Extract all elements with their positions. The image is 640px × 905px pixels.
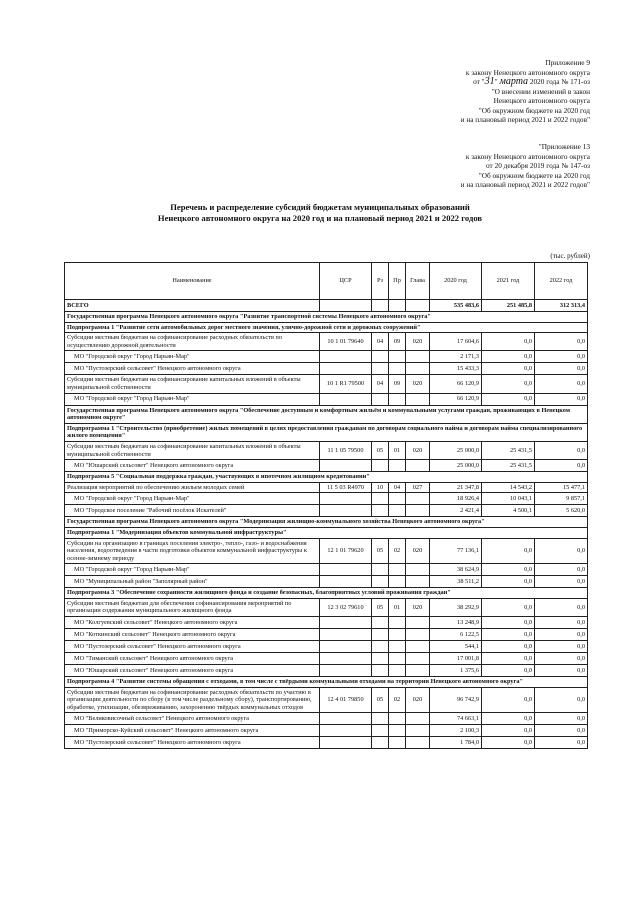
value-2020-cell: 2 171,3 [430,351,482,363]
pr-cell [389,653,406,665]
table-section-row [65,517,588,528]
glava-cell: 020 [406,441,430,459]
annex-9-line: и на плановый период 2021 и 2022 годов" [460,115,590,124]
annex-9-line: Ненецкого автономного округа [493,96,590,105]
value-2021-cell: 0,0 [482,737,535,749]
value-2022-cell: 0,0 [535,598,588,616]
value-2020-cell: 38 511,2 [430,576,482,588]
pr-cell: 01 [389,598,406,616]
section-title-cell: Подпрограмма 4 "Развитие системы обращения с отходами, в том числе с твёрдыми коммунальными отходами на территории Ненецкого автономного округа" [65,677,588,688]
glava-cell: 027 [406,482,430,493]
rz-cell [372,393,389,405]
value-2020-cell: 535 483,6 [430,300,482,312]
table-recipient-row [65,460,588,472]
name-cell: Реализация мероприятий по обеспечению жильем молодых семей [65,482,320,493]
value-2020-cell: 2 421,4 [430,505,482,517]
value-2022-cell: 0,0 [535,441,588,459]
csr-cell [320,564,372,576]
value-2022-cell: 0,0 [535,460,588,472]
name-cell: МО "Колгуевский сельсовет" Ненецкого автономного округа [65,617,320,629]
name-cell: Субсидии местным бюджетам для обеспечения софинансирования мероприятий по организации содержания муниципального жилищного фонда [65,598,320,616]
value-2020-cell: 66 120,9 [430,375,482,393]
glava-cell [406,617,430,629]
value-2022-cell: 0,0 [535,333,588,351]
value-2021-cell: 0,0 [482,598,535,616]
csr-cell [320,300,372,312]
rz-cell [372,617,389,629]
document-title [0,202,640,224]
name-cell: МО "Коткинский сельсовет" Ненецкого автономного округа [65,629,320,641]
table-recipient-row [65,629,588,641]
rz-cell [372,665,389,677]
value-2021-cell: 0,0 [482,713,535,725]
section-title-cell: Подпрограмма 1 "Развитие сети автомобильных дорог местного значения, улично-дорожной сети и дорожных сооружений" [65,322,588,333]
pr-cell [389,713,406,725]
name-cell: МО "Великовисочный сельсовет" Ненецкого автономного округа [65,713,320,725]
value-2022-cell: 0,0 [535,713,588,725]
glava-cell [406,493,430,505]
value-2021-cell: 0,0 [482,687,535,713]
name-cell: МО "Городское поселение "Рабочий посёлок Искателей" [65,505,320,517]
table-recipient-row [65,505,588,517]
section-title-cell: Подпрограмма 3 "Обеспечение сохранности жилищного фонда и создание безопасных, благоприятных условий проживания граждан" [65,588,588,599]
value-2022-cell: 312 313,4 [535,300,588,312]
section-title-cell: Государственная программа Ненецкого автономного округа "Развитие транспортной системы Ненецкого автономного округа" [65,312,588,323]
csr-cell: 12 1 01 79620 [320,538,372,564]
value-2021-cell: 0,0 [482,617,535,629]
rz-cell [372,629,389,641]
csr-cell [320,351,372,363]
rz-cell [372,363,389,375]
name-cell: Субсидии на организацию в границах поселения электро-, тепло-, газо- и водоснабжения населения, водоотведения в части подготовки объектов коммунальной инфраструктуры к осенне-зимнему периоду [65,538,320,564]
annex-9-header [461,58,590,125]
table-section-row [65,423,588,441]
column-header-rz: Рз [372,263,389,300]
table-row [65,482,588,493]
csr-cell [320,641,372,653]
value-2020-cell: 1 784,0 [430,737,482,749]
glava-cell [406,725,430,737]
column-header-glava: Глава [406,263,430,300]
pr-cell [389,641,406,653]
annex-9-line: к закону Ненецкого автономного округа [465,67,590,77]
csr-cell [320,725,372,737]
rz-cell: 05 [372,687,389,713]
pr-cell [389,665,406,677]
rz-cell [372,493,389,505]
csr-cell [320,629,372,641]
name-cell: МО "Муниципальный район "Заполярный район" [65,576,320,588]
pr-cell [389,300,406,312]
value-2022-cell: 0,0 [535,617,588,629]
rz-cell: 10 [372,482,389,493]
rz-cell [372,725,389,737]
csr-cell [320,393,372,405]
glava-cell [406,460,430,472]
csr-cell: 11 1 05 79500 [320,441,372,459]
column-header-2022: 2022 год [535,263,588,300]
csr-cell [320,363,372,375]
annex-9-date-suffix: 2020 года № 171-оз [528,77,590,86]
handwritten-day: 31 [484,76,495,87]
rz-cell [372,300,389,312]
name-cell: Субсидии местным бюджетам на софинансирование расходных обязательств по участию в организации деятельности по сбору (в том числе раздельному сбору), транспортированию, обработке, утилизации, обезвреживанию, захоронению твёрдых коммунальных отходов [65,687,320,713]
table-recipient-row [65,493,588,505]
value-2021-cell: 25 431,5 [482,441,535,459]
value-2022-cell: 0,0 [535,641,588,653]
name-cell: ВСЕГО [65,300,320,312]
name-cell: Субсидии местным бюджетам на софинансирование расходных обязательств по осуществлению дорожной деятельности [65,333,320,351]
pr-cell: 04 [389,482,406,493]
glava-cell [406,363,430,375]
table-recipient-row [65,665,588,677]
pr-cell [389,393,406,405]
csr-cell [320,617,372,629]
pr-cell [389,564,406,576]
pr-cell: 02 [389,687,406,713]
rz-cell [372,737,389,749]
glava-cell: 020 [406,538,430,564]
rz-cell [372,713,389,725]
annex-13-line: "Об окружном бюджете на 2020 год [478,170,590,180]
glava-cell [406,629,430,641]
annex-9-line: Приложение 9 [545,58,590,67]
title-line: Ненецкого автономного округа на 2020 год и на плановый период 2021 и 2022 годов [157,213,483,223]
annex-13-header [461,142,590,190]
annex-9-date-prefix: от " [473,77,485,86]
table-recipient-row [65,737,588,749]
pr-cell [389,505,406,517]
table-recipient-row [65,363,588,375]
column-header-2021: 2021 год [482,263,535,300]
value-2022-cell: 15 477,1 [535,482,588,493]
value-2022-cell: 0,0 [535,564,588,576]
value-2021-cell: 0,0 [482,333,535,351]
pr-cell [389,617,406,629]
name-cell: МО "Пустозерский сельсовет" Ненецкого автономного округа [65,641,320,653]
table-row [65,538,588,564]
value-2020-cell: 96 742,9 [430,687,482,713]
value-2021-cell: 0,0 [482,363,535,375]
value-2022-cell: 0,0 [535,665,588,677]
value-2020-cell: 25 000,0 [430,460,482,472]
value-2020-cell: 17 001,8 [430,653,482,665]
table-section-row [65,312,588,323]
value-2020-cell: 21 347,8 [430,482,482,493]
name-cell: МО "Пустозерский сельсовет" Ненецкого автономного округа [65,737,320,749]
value-2020-cell: 13 248,9 [430,617,482,629]
value-2022-cell: 0,0 [535,576,588,588]
csr-cell [320,665,372,677]
table-section-row [65,677,588,688]
glava-cell [406,393,430,405]
glava-cell [406,713,430,725]
table-row [65,687,588,713]
table-row [65,441,588,459]
table-section-row [65,588,588,599]
value-2021-cell: 251 485,8 [482,300,535,312]
glava-cell: 020 [406,333,430,351]
pr-cell [389,629,406,641]
pr-cell: 09 [389,375,406,393]
value-2020-cell: 38 624,9 [430,564,482,576]
glava-cell [406,737,430,749]
table-row [65,375,588,393]
glava-cell: 020 [406,598,430,616]
subsidies-table [64,262,588,749]
annex-9-line: "Об окружном бюджете на 2020 год [478,105,590,115]
value-2020-cell: 66 120,9 [430,393,482,405]
glava-cell [406,505,430,517]
name-cell: Субсидии местным бюджетам на софинансирование капитальных вложений в объекты муниципальной собственности [65,375,320,393]
value-2020-cell: 1 375,6 [430,665,482,677]
table-recipient-row [65,564,588,576]
table-recipient-row [65,653,588,665]
name-cell: МО "Городской округ "Город Нарьян-Мар" [65,493,320,505]
rz-cell [372,576,389,588]
csr-cell [320,505,372,517]
table-section-row [65,322,588,333]
value-2021-cell: 0,0 [482,538,535,564]
glava-cell [406,653,430,665]
value-2020-cell: 77 136,1 [430,538,482,564]
value-2022-cell: 0,0 [535,375,588,393]
pr-cell [389,351,406,363]
value-2021-cell: 25 431,5 [482,460,535,472]
value-2021-cell: 14 543,2 [482,482,535,493]
value-2022-cell: 5 620,0 [535,505,588,517]
value-2022-cell: 0,0 [535,725,588,737]
table-recipient-row [65,713,588,725]
table-recipient-row [65,617,588,629]
table-recipient-row [65,576,588,588]
csr-cell [320,737,372,749]
value-2021-cell: 0,0 [482,665,535,677]
pr-cell [389,725,406,737]
rz-cell: 04 [372,375,389,393]
value-2020-cell: 544,1 [430,641,482,653]
rz-cell [372,460,389,472]
value-2021-cell: 0,0 [482,653,535,665]
table-section-row [65,527,588,538]
value-2021-cell: 0,0 [482,725,535,737]
value-2022-cell: 0,0 [535,393,588,405]
units-label: (тыс. рублей) [550,252,590,260]
pr-cell: 01 [389,441,406,459]
column-header-2020: 2020 год [430,263,482,300]
annex-9-date-line [461,77,590,87]
value-2022-cell: 0,0 [535,737,588,749]
rz-cell [372,564,389,576]
rz-cell: 04 [372,333,389,351]
title-line: Перечень и распределение субсидий бюджетам муниципальных образований [170,202,470,212]
table-header-row [65,263,588,300]
value-2020-cell: 6 122,5 [430,629,482,641]
table-recipient-row [65,725,588,737]
csr-cell: 10 1 01 79640 [320,333,372,351]
annex-9-line: "О внесении изменений в закон [491,86,590,96]
pr-cell: 02 [389,538,406,564]
value-2022-cell: 0,0 [535,653,588,665]
glava-cell [406,351,430,363]
glava-cell [406,665,430,677]
glava-cell: 020 [406,687,430,713]
name-cell: МО "Пустозерский сельсовет" Ненецкого автономного округа [65,363,320,375]
value-2021-cell: 0,0 [482,351,535,363]
value-2020-cell: 15 433,3 [430,363,482,375]
name-cell: МО "Юшарский сельсовет" Ненецкого автономного округа [65,460,320,472]
csr-cell: 11 5 03 R4970 [320,482,372,493]
rz-cell: 05 [372,441,389,459]
csr-cell: 12 4 01 79850 [320,687,372,713]
value-2021-cell: 0,0 [482,629,535,641]
value-2020-cell: 17 604,6 [430,333,482,351]
table-body [65,300,588,749]
value-2022-cell: 0,0 [535,351,588,363]
csr-cell: 12 3 02 79610 [320,598,372,616]
value-2020-cell: 38 292,9 [430,598,482,616]
value-2022-cell: 0,0 [535,363,588,375]
section-title-cell: Государственная программа Ненецкого автономного округа "Обеспечение доступным и комфортным жильём и коммунальными услугами граждан, проживающих в Ненецком автономном округе" [65,405,588,423]
value-2021-cell: 4 500,1 [482,505,535,517]
table-total-row [65,300,588,312]
pr-cell [389,737,406,749]
value-2020-cell: 74 663,1 [430,713,482,725]
table-recipient-row [65,393,588,405]
table-recipient-row [65,641,588,653]
value-2021-cell: 0,0 [482,393,535,405]
name-cell: Субсидии местным бюджетам на софинансирование капитальных вложений в объекты муниципальной собственности [65,441,320,459]
glava-cell [406,641,430,653]
value-2021-cell: 10 043,1 [482,493,535,505]
rz-cell [372,505,389,517]
pr-cell [389,363,406,375]
name-cell: МО "Городской округ "Город Нарьян-Мар" [65,393,320,405]
section-title-cell: Подпрограмма 1 "Строительство (приобретение) жилых помещений в целях предоставления гражданам по договорам социального найма и договорам найма специализированного жилого помещения" [65,423,588,441]
csr-cell [320,713,372,725]
name-cell: МО "Тиманский сельсовет" Ненецкого автономного округа [65,653,320,665]
annex-9-date-mid: " [494,77,500,86]
value-2020-cell: 2 100,3 [430,725,482,737]
value-2022-cell: 0,0 [535,538,588,564]
pr-cell [389,493,406,505]
value-2020-cell: 25 000,0 [430,441,482,459]
rz-cell [372,653,389,665]
glava-cell [406,300,430,312]
rz-cell [372,641,389,653]
column-header-name: Наименование [65,263,320,300]
value-2022-cell: 0,0 [535,629,588,641]
csr-cell [320,576,372,588]
handwritten-month: марта [499,76,529,87]
value-2020-cell: 18 926,4 [430,493,482,505]
value-2021-cell: 0,0 [482,564,535,576]
annex-13-line: от 20 декабря 2019 года № 147-оз [486,161,590,170]
value-2022-cell: 0,0 [535,687,588,713]
name-cell: МО "Приморско-Куйский сельсовет" Ненецкого автономного округа [65,725,320,737]
csr-cell [320,493,372,505]
pr-cell [389,460,406,472]
pr-cell [389,576,406,588]
column-header-csr: ЦСР [320,263,372,300]
value-2021-cell: 0,0 [482,375,535,393]
pr-cell: 09 [389,333,406,351]
annex-13-line: и на плановый период 2021 и 2022 годов" [460,180,590,189]
table-section-row [65,405,588,423]
table-recipient-row [65,351,588,363]
value-2022-cell: 9 857,1 [535,493,588,505]
csr-cell [320,653,372,665]
name-cell: МО "Городской округ "Город Нарьян-Мар" [65,564,320,576]
value-2021-cell: 0,0 [482,576,535,588]
section-title-cell: Подпрограмма 1 "Модернизация объектов коммунальной инфраструктуры" [65,527,588,538]
name-cell: МО "Юшарский сельсовет" Ненецкого автономного округа [65,665,320,677]
table-row [65,333,588,351]
name-cell: МО "Городской округ "Город Нарьян-Мар" [65,351,320,363]
section-title-cell: Государственная программа Ненецкого автономного округа "Модернизация жилищно-коммунального хозяйства Ненецкого автономного округа" [65,517,588,528]
annex-13-line: "Приложение 13 [538,142,590,151]
glava-cell [406,576,430,588]
glava-cell [406,564,430,576]
rz-cell [372,351,389,363]
table-section-row [65,472,588,483]
annex-13-line: к закону Ненецкого автономного округа [465,151,590,161]
rz-cell: 05 [372,598,389,616]
value-2021-cell: 0,0 [482,641,535,653]
section-title-cell: Подпрограмма 5 "Социальная поддержка граждан, участвующих в ипотечном жилищном кредитовании" [65,472,588,483]
csr-cell [320,460,372,472]
rz-cell: 05 [372,538,389,564]
glava-cell: 020 [406,375,430,393]
csr-cell: 10 1 R1 79500 [320,375,372,393]
table-row [65,598,588,616]
column-header-pr: Пр [389,263,406,300]
